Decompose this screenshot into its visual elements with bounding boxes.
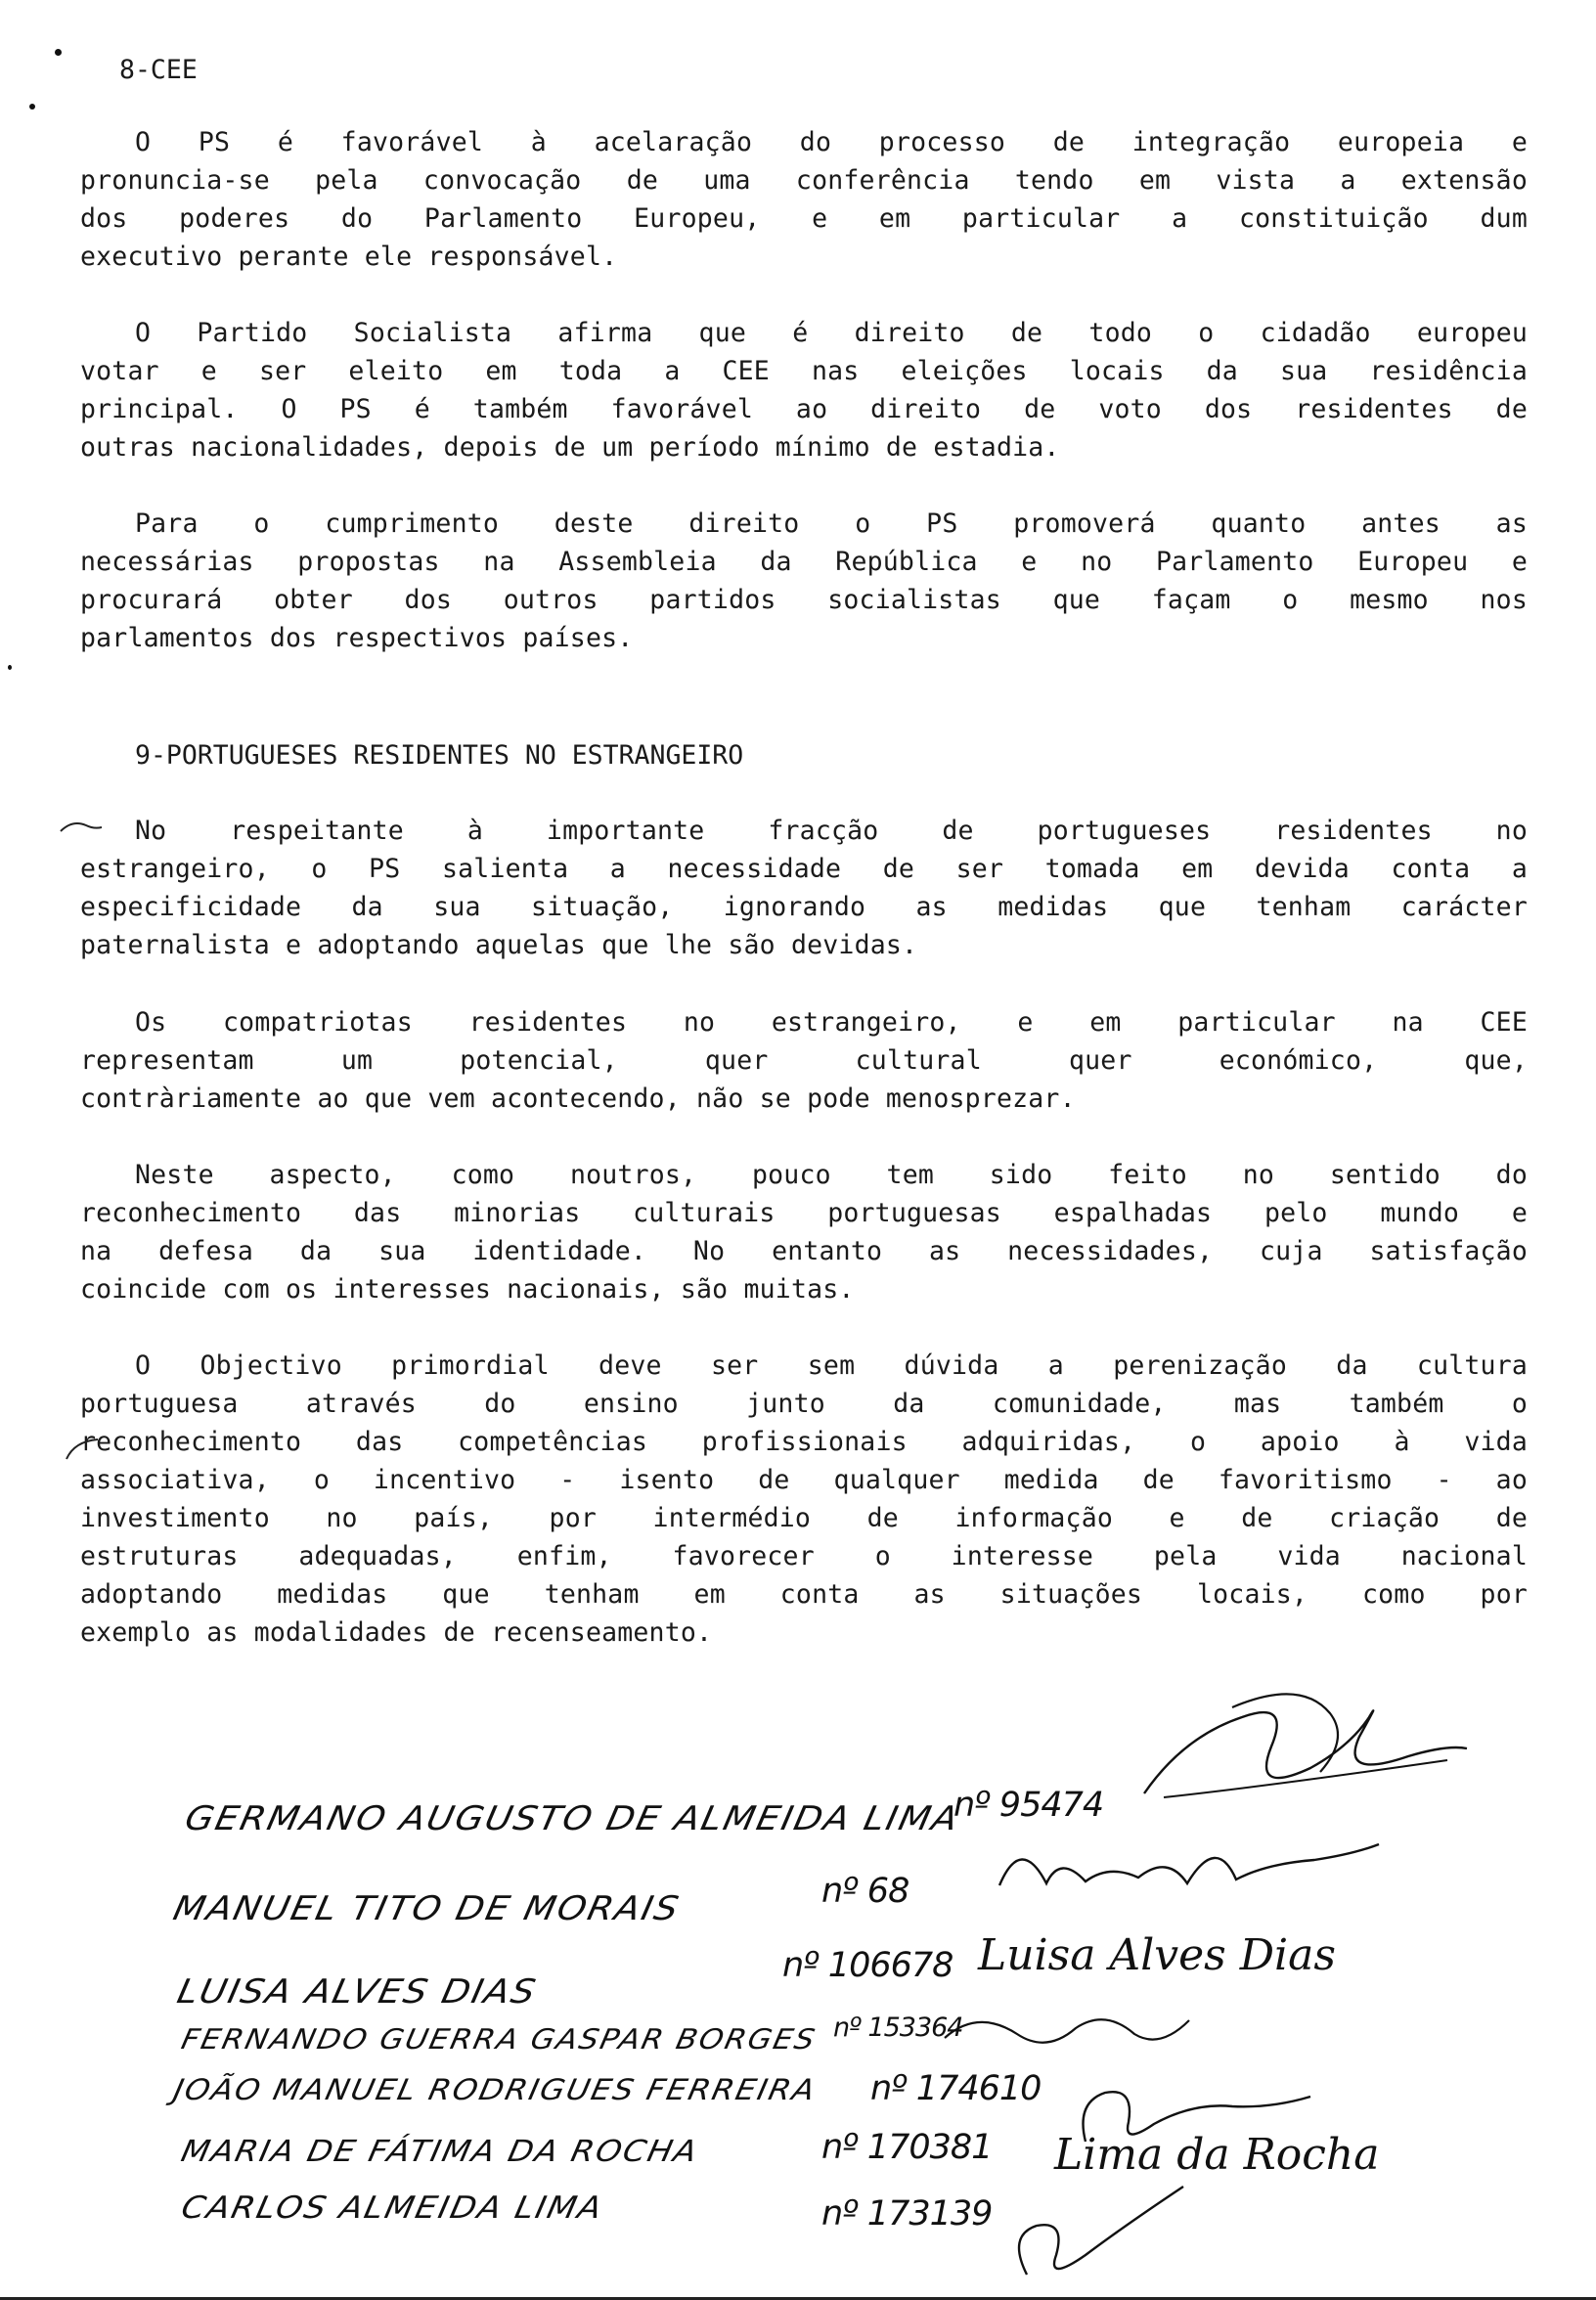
text-line: paternalista e adoptando aquelas que lhe são devidas. [80,930,918,960]
text-line: O PS é favorável à acelaração do processo de integração europeia e [135,127,1528,157]
text-line: representam um potencial, quer cultural quer económico, que, [80,1045,1528,1076]
signature-text: Luisa Alves Dias [978,1930,1336,1980]
text-line: Para o cumprimento deste direito o PS promoverá quanto antes as [135,509,1528,539]
text-line: estrangeiro, o PS salienta a necessidade de ser tomada em devida conta a [80,854,1528,884]
text-line: outras nacionalidades, depois de um período mínimo de estadia. [80,432,1060,463]
signatory-number: nº 106678 [782,1946,953,1985]
scan-speck [55,49,62,56]
text-line: adoptando medidas que tenham em conta as situações locais, como por [80,1579,1528,1610]
signatory-number: nº 95474 [953,1786,1104,1825]
text-line: associativa, o incentivo - isento de qualquer medida de favoritismo - ao [80,1465,1528,1495]
text-line: especificidade da sua situação, ignorando as medidas que tenham carácter [80,892,1528,922]
text-line: necessárias propostas na Assembleia da República e no Parlamento Europeu e [80,547,1528,577]
signature-scribble [1125,1678,1477,1815]
text-line: Neste aspecto, como noutros, pouco tem sido feito no sentido do [135,1160,1528,1190]
section-9-heading: 9-PORTUGUESES RESIDENTES NO ESTRANGEIRO [135,740,744,771]
margin-mark [59,818,108,837]
section-9-paragraph-4 [80,1347,1528,1652]
signature-scribble [992,1825,1383,1903]
text-line: dos poderes do Parlamento Europeu, e em particular a constituição dum [80,203,1528,234]
text-line: exemplo as modalidades de recenseamento. [80,1617,713,1648]
section-8-paragraph-1 [80,123,1528,276]
section-9-paragraph-3 [80,1156,1528,1308]
text-line: O Partido Socialista afirma que é direito de todo o cidadão europeu [135,318,1528,348]
text-line: estruturas adequadas, enfim, favorecer o interesse pela vida nacional [80,1541,1528,1571]
signatory-number: nº 153364 [833,2012,963,2043]
signature-scribble [998,2167,1193,2284]
text-line: Os compatriotas residentes no estrangeiro, e em particular na CEE [135,1007,1528,1038]
section-9-paragraph-2 [80,1003,1528,1118]
text-line: reconhecimento das competências profissionais adquiridas, o apoio à vida [80,1427,1528,1457]
signature-scribble [939,1999,1193,2057]
section-8-paragraph-3 [80,505,1528,657]
text-line: parlamentos dos respectivos países. [80,623,634,653]
scan-speck [8,665,12,670]
signatory-name: LUISA ALVES DIAS [173,1971,541,2012]
text-line: pronuncia-se pela convocação de uma conferência tendo em vista a extensão [80,165,1528,196]
text-line: reconhecimento das minorias culturais portuguesas espalhadas pelo mundo e [80,1198,1528,1228]
signatory-number: nº 174610 [870,2069,1042,2108]
signatory-number: nº 68 [821,1872,909,1911]
signatory-name: MANUEL TITO DE MORAIS [169,1888,685,1928]
text-line: na defesa da sua identidade. No entanto as necessidades, cuja satisfação [80,1236,1528,1266]
signatory-name: MARIA DE FÁTIMA DA ROCHA [178,2133,702,2169]
text-line: principal. O PS é também favorável ao direito de voto dos residentes de [80,394,1528,424]
margin-mark [63,1434,102,1463]
text-line: votar e ser eleito em toda a CEE nas eleições locais da sua residência [80,356,1528,386]
text-line: No respeitante à importante fracção de portugueses residentes no [135,816,1528,846]
section-8-paragraph-2 [80,314,1528,466]
signatory-name: GERMANO AUGUSTO DE ALMEIDA LIMA [181,1798,963,1838]
text-line: procurará obter dos outros partidos socialistas que façam o mesmo nos [80,585,1528,615]
signature-text: Lima da Rocha [1054,2130,1380,2180]
signatory-name: CARLOS ALMEIDA LIMA [178,2189,607,2227]
section-8-heading: 8-CEE [119,55,198,85]
text-line: O Objectivo primordial deve ser sem dúvida a perenização da cultura [135,1350,1528,1381]
text-line: executivo perante ele responsável. [80,242,618,272]
text-line: investimento no país, por intermédio de informação e de criação de [80,1503,1528,1533]
section-9-paragraph-1 [80,812,1528,964]
signatory-name: FERNANDO GUERRA GASPAR BORGES [178,2023,820,2057]
signatory-number: nº 173139 [821,2194,993,2234]
signatory-name: JOÃO MANUEL RODRIGUES FERREIRA [170,2072,820,2107]
scan-speck [29,104,35,110]
signatory-number: nº 170381 [821,2128,993,2167]
text-line: coincide com os interesses nacionais, são muitas. [80,1274,855,1305]
text-line: portuguesa através do ensino junto da comunidade, mas também o [80,1389,1528,1419]
text-line: contràriamente ao que vem acontecendo, não se pode menosprezar. [80,1084,1076,1114]
